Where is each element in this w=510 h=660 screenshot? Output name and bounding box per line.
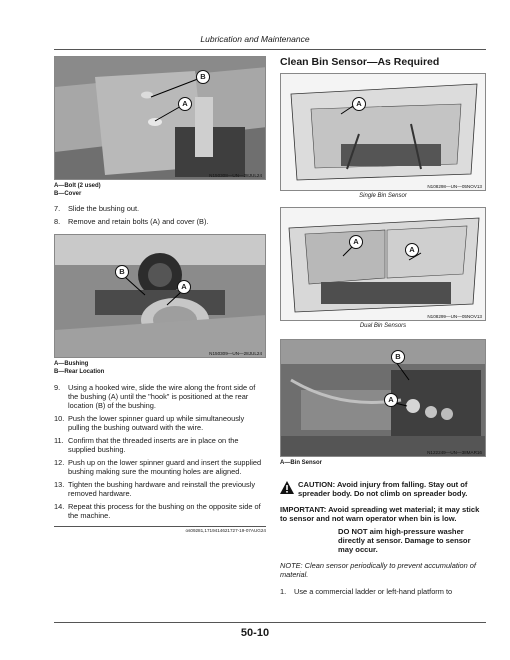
figure-code: N108299—UN—05NOV13 xyxy=(427,314,482,319)
step xyxy=(54,480,266,498)
figure-single-bin-sensor xyxy=(280,73,486,191)
step-text: Use a commercial ladder or left-hand platform to xyxy=(294,586,453,596)
stamp-rule xyxy=(54,526,266,527)
legend xyxy=(54,361,266,376)
step-number: 9. xyxy=(54,383,61,392)
legend-item: A—Bin Sensor xyxy=(280,460,323,466)
legend-item: A—Bushing xyxy=(54,361,89,367)
legend xyxy=(54,183,266,198)
photo-bolt-cover xyxy=(55,57,266,180)
warning-triangle-icon xyxy=(280,481,294,494)
header-rule xyxy=(54,49,486,50)
step-number: 11. xyxy=(54,436,64,445)
document-stamp: os09281,1719414621727-19-07AUG24 xyxy=(185,528,266,533)
step xyxy=(280,587,486,596)
important-warning: DO NOT aim high-pressure washer directly at sensor. Damage to sensor may occur. xyxy=(338,526,471,554)
legend-item: A—Bolt (2 used) xyxy=(54,183,101,189)
figure-code: N150309—UN—28JUL24 xyxy=(209,351,262,356)
callout-a: A xyxy=(384,393,398,407)
figure-bin-sensor-photo xyxy=(280,339,486,457)
callout-a: A xyxy=(352,97,366,111)
step-text: Slide the bushing out. xyxy=(68,204,140,213)
figure-bushing xyxy=(54,234,266,358)
step xyxy=(54,458,266,476)
footer-rule xyxy=(54,622,486,623)
photo-bushing xyxy=(55,235,266,358)
left-column xyxy=(54,56,266,533)
callout-a: A xyxy=(178,97,192,111)
caution-text: CAUTION: Avoid injury from falling. Stay out of spreader body. Do not climb on spreader body. xyxy=(298,479,468,498)
step xyxy=(54,436,266,454)
step xyxy=(54,204,266,213)
legend-item: B—Cover xyxy=(54,190,82,197)
step-number: 7. xyxy=(54,204,61,213)
step-text: Remove and retain bolts (A) and cover (B). xyxy=(68,217,209,226)
note-text: NOTE: Clean sensor periodically to prevent accumulation of material. xyxy=(280,560,476,579)
callout-a: A xyxy=(177,280,191,294)
legend xyxy=(280,460,486,468)
step-number: 13. xyxy=(54,480,65,489)
callout-b: B xyxy=(391,350,405,364)
step-text: Push up on the lower spinner guard and insert the supplied bushing making sure the mounting holes are aligned. xyxy=(68,458,262,476)
callout-a: A xyxy=(349,235,363,249)
right-column xyxy=(280,56,486,596)
figure-caption: Dual Bin Sensors xyxy=(359,323,407,329)
figure-code: N122249—UN—38MAR16 xyxy=(427,450,482,455)
step-text: Using a hooked wire, slide the wire along the front side of the bushing (A) until the "hook" is positioned at the rear location (B) of the bushing. xyxy=(68,383,256,410)
step-number: 14. xyxy=(54,502,65,511)
callout-a: A xyxy=(405,243,419,257)
caution-block xyxy=(280,480,486,498)
step-number: 10. xyxy=(54,414,65,423)
callout-b: B xyxy=(115,265,129,279)
step xyxy=(54,414,266,432)
step xyxy=(54,217,266,226)
legend-item: B—Rear Location xyxy=(54,368,105,375)
step-number: 12. xyxy=(54,458,65,467)
step xyxy=(54,383,266,410)
step-text: Tighten the bushing hardware and reinstall the previously removed hardware. xyxy=(68,480,256,498)
page-number: 50-10 xyxy=(240,627,270,639)
step-text: Repeat this process for the bushing on the opposite side of the machine. xyxy=(68,502,261,520)
step-number: 1. xyxy=(280,586,287,596)
callout-b: B xyxy=(196,70,210,84)
section-title: Clean Bin Sensor—As Required xyxy=(280,56,440,68)
figure-caption: Single Bin Sensor xyxy=(359,193,407,199)
figure-code: N150308—UN—28JUL24 xyxy=(209,173,262,178)
step-text: Confirm that the threaded inserts are in place on the supplied bushing. xyxy=(68,436,239,454)
figure-bolt-cover xyxy=(54,56,266,180)
steps-9-14 xyxy=(54,383,266,520)
step-text: Push the lower spinner guard up while simultaneously pulling the bushing outward with the wire. xyxy=(68,414,245,432)
illustration-single-bin xyxy=(281,74,486,191)
illustration-dual-bin xyxy=(281,208,486,321)
figure-code: N108298—UN—05NOV13 xyxy=(427,184,482,189)
important-text: IMPORTANT: Avoid spreading wet material; it may stick to sensor and not warn operator when bin is low. xyxy=(280,504,480,523)
steps-7-8 xyxy=(54,204,266,226)
step-number: 8. xyxy=(54,217,61,226)
step xyxy=(54,502,266,520)
figure-dual-bin-sensors xyxy=(280,207,486,321)
running-header: Lubrication and Maintenance xyxy=(200,34,310,44)
